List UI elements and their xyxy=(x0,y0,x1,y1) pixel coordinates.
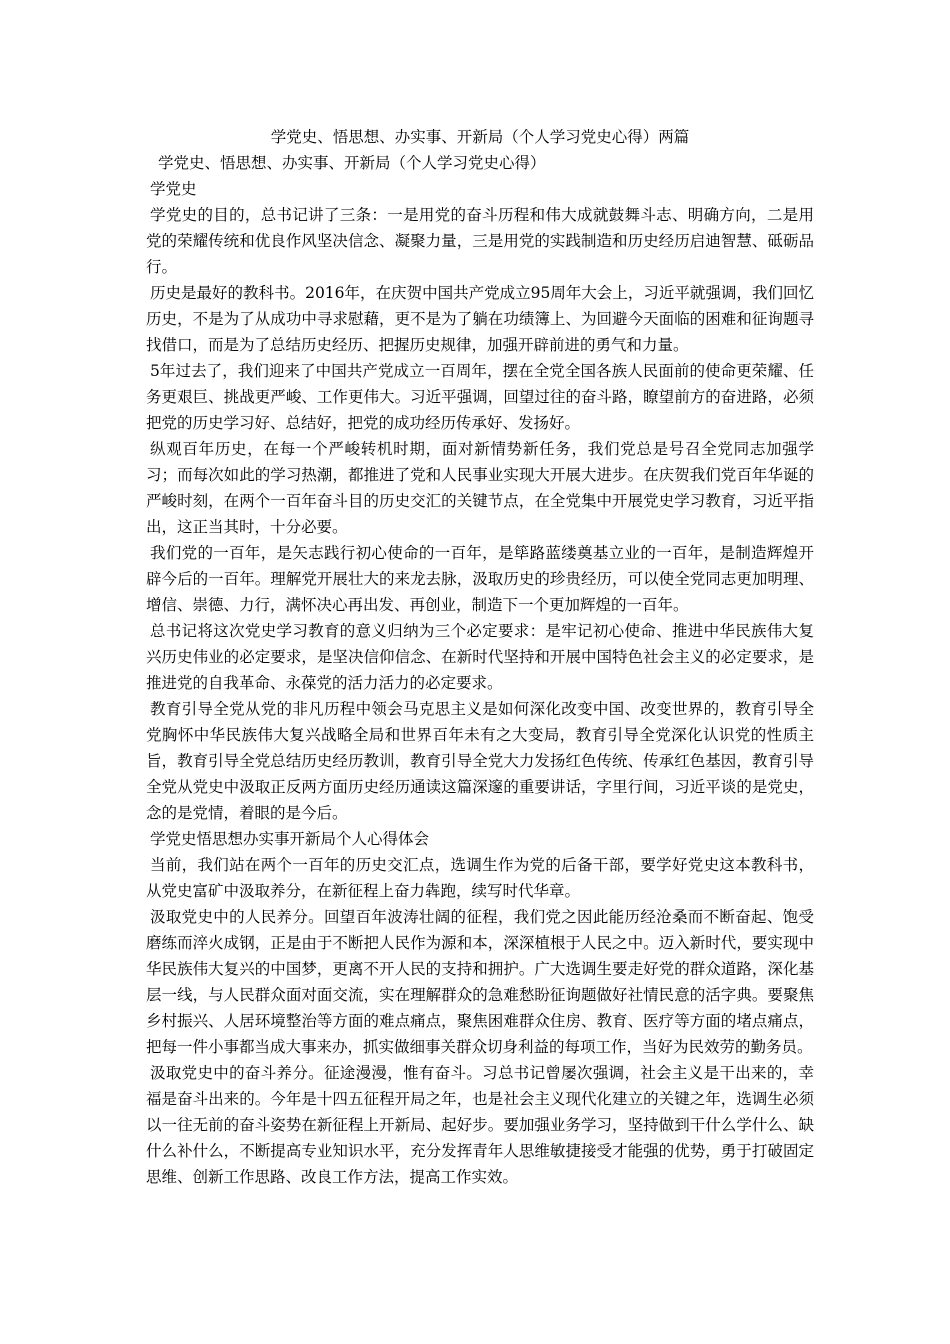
section-heading-2: 学党史悟思想办实事开新局个人心得体会 xyxy=(150,830,430,848)
paragraph: 当前，我们站在两个一百年的历史交汇点，选调生作为党的后备干部，要学好党史这本教科书，从党史富矿中汲取养分，在新征程上奋力犇跑，续写时代华章。 xyxy=(146,856,814,900)
paragraph: 总书记将这次党史学习教育的意义归纳为三个必定要求：是牢记初心使命、推进中华民族伟大复兴历史伟业的必定要求，是坚决信仰信念、在新时代坚持和开展中国特色社会主义的必定要求，是推进党的自我革命、永葆党的活力活力的必定要求。 xyxy=(146,622,814,692)
paragraph: 学党史的目的，总书记讲了三条：一是用党的奋斗历程和伟大成就鼓舞斗志、明确方向，二是用党的荣耀传统和优良作风坚决信念、凝聚力量，三是用党的实践制造和历史经历启迪智慧、砥砺品行。 xyxy=(146,206,814,276)
paragraph: 纵观百年历史，在每一个严峻转机时期，面对新情势新任务，我们党总是号召全党同志加强学习；而每次如此的学习热潮，都推进了党和人民事业实现大开展大进步。在庆贺我们党百年华诞的严峻时刻，在两个一百年奋斗目的历史交汇的关键节点，在全党集中开展党史学习教育，习近平指出，这正当其时，十分必要。 xyxy=(146,440,814,536)
paragraph: 汲取党史中的奋斗养分。征途漫漫，惟有奋斗。习总书记曾屡次强调，社会主义是干出来的，幸福是奋斗出来的。今年是十四五征程开局之年，也是社会主义现代化建立的关键之年，选调生必须以一往无前的奋斗姿势在新征程上开新局、起好步。要加强业务学习，坚持做到干什么学什么、缺什么补什么，不断提高专业知识水平，充分发挥青年人思维敏捷接受才能强的优势，勇于打破固定思维、创新工作思路、改良工作方法，提高工作实效。 xyxy=(146,1064,814,1186)
paragraph: 汲取党史中的人民养分。回望百年波涛壮阔的征程，我们党之因此能历经沧桑而不断奋起、饱受磨练而淬火成钢，正是由于不断把人民作为源和本，深深植根于人民之中。迈入新时代，要实现中华民族伟大复兴的中国梦，更离不开人民的支持和拥护。广大选调生要走好党的群众道路，深化基层一线，与人民群众面对面交流，实在理解群众的急难愁盼征询题做好社情民意的活字典。要聚焦乡村振兴、人居环境整治等方面的难点痛点，聚焦困难群众住房、教育、医疗等方面的堵点痛点，把每一件小事都当成大事来办，抓实做细事关群众切身利益的每项工作，当好为民效劳的勤务员。 xyxy=(146,908,814,1056)
document-subtitle: 学党史、悟思想、办实事、开新局（个人学习党史心得） xyxy=(158,154,546,172)
section-heading-1: 学党史 xyxy=(150,180,197,198)
paragraph: 5年过去了，我们迎来了中国共产党成立一百周年，摆在全党全国各族人民面前的使命更荣耀、任务更艰巨、挑战更严峻、工作更伟大。习近平强调，回望过往的奋斗路，瞭望前方的奋进路，必须把党的历史学习好、总结好，把党的成功经历传承好、发扬好。 xyxy=(146,362,814,432)
paragraph: 我们党的一百年，是矢志践行初心使命的一百年，是筚路蓝缕奠基立业的一百年，是制造辉煌开辟今后的一百年。理解党开展壮大的来龙去脉，汲取历史的珍贵经历，可以使全党同志更加明理、增信、崇德、力行，满怀决心再出发、再创业，制造下一个更加辉煌的一百年。 xyxy=(146,544,814,614)
document-title: 学党史、悟思想、办实事、开新局（个人学习党史心得）两篇 xyxy=(270,128,690,146)
paragraph: 历史是最好的教科书。2016年，在庆贺中国共产党成立95周年大会上，习近平就强调，我们回忆历史，不是为了从成功中寻求慰藉，更不是为了躺在功绩簿上、为回避今天面临的困难和征询题寻找借口，而是为了总结历史经历、把握历史规律，加强开辟前进的勇气和力量。 xyxy=(146,284,814,354)
paragraph: 教育引导全党从党的非凡历程中领会马克思主义是如何深化改变中国、改变世界的，教育引导全党胸怀中华民族伟大复兴战略全局和世界百年未有之大变局，教育引导全党深化认识党的性质主旨，教育引导全党总结历史经历教训，教育引导全党大力发扬红色传统、传承红色基因，教育引导全党从党史中汲取正反两方面历史经历通读这篇深邃的重要讲话，字里行间，习近平谈的是党史，念的是党情，着眼的是今后。 xyxy=(146,700,814,822)
document-page xyxy=(146,124,814,1190)
